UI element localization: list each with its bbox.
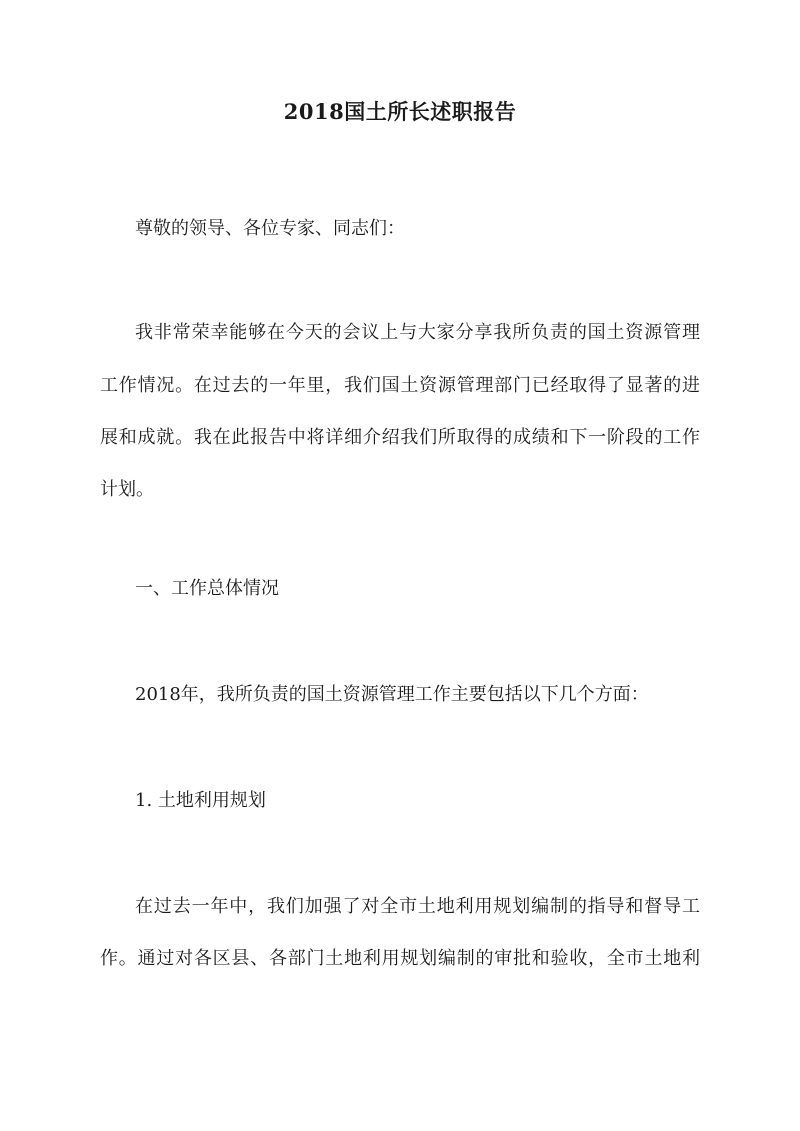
subsection-line: 作。通过对各区县、各部门土地利用规划编制的审批和验收，全市土地利	[100, 948, 700, 969]
intro-line: 展和成就。我在此报告中将详细介绍我们所取得的成绩和下一阶段的工作	[100, 427, 700, 448]
intro-line: 计划。	[100, 479, 154, 500]
section-heading: 一、工作总体情况	[135, 578, 279, 599]
section-intro: 2018年，我所负责的国土资源管理工作主要包括以下几个方面：	[135, 684, 649, 705]
intro-line: 我非常荣幸能够在今天的会议上与大家分享我所负责的国土资源管理	[135, 322, 700, 343]
salutation: 尊敬的领导、各位专家、同志们：	[135, 218, 405, 239]
subsection-heading: 1. 土地利用规划	[135, 790, 266, 811]
subsection-line: 在过去一年中，我们加强了对全市土地利用规划编制的指导和督导工	[135, 896, 700, 917]
document-title: 2018国土所长述职报告	[283, 99, 517, 124]
intro-line: 工作情况。在过去的一年里，我们国土资源管理部门已经取得了显著的进	[100, 375, 700, 396]
